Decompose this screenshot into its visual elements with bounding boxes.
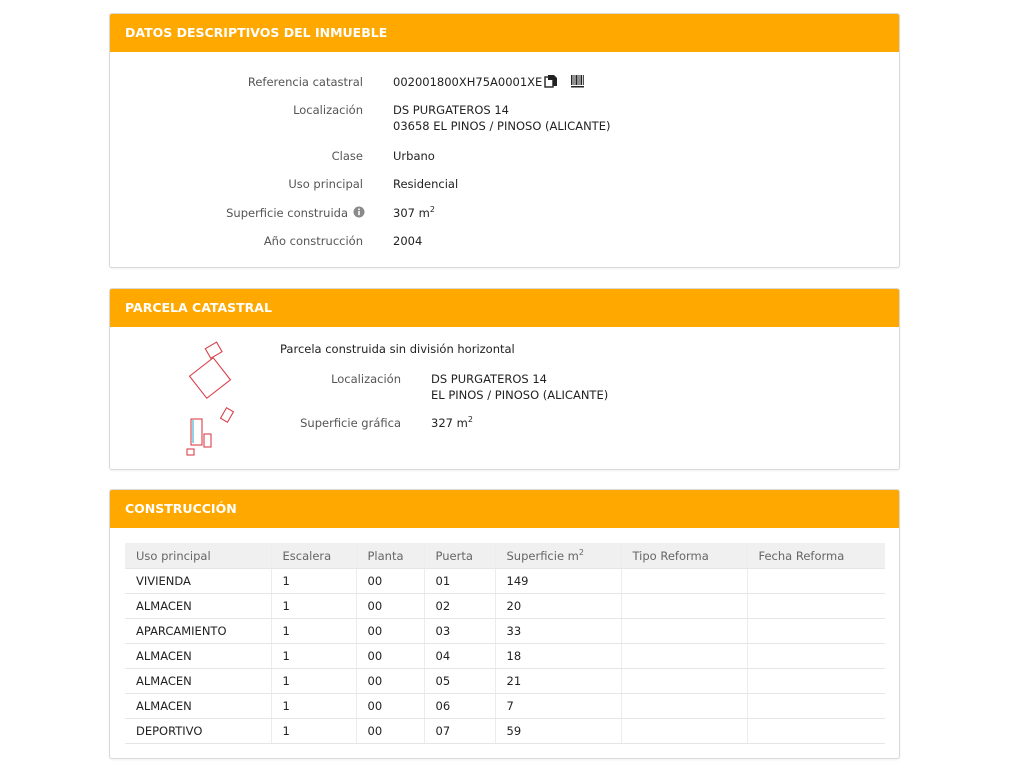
cell-reform-date xyxy=(747,694,885,719)
col-header-area xyxy=(495,543,621,569)
cell-area: 59 xyxy=(495,719,621,744)
cell-area: 20 xyxy=(495,594,621,619)
cadastral-parcel-panel xyxy=(109,288,900,470)
class-label: Clase xyxy=(331,149,363,163)
cell-main-use: VIVIENDA xyxy=(125,569,271,594)
cell-main-use: ALMACEN xyxy=(125,694,271,719)
built-area-number: 307 m xyxy=(393,206,430,220)
table-row xyxy=(125,719,885,744)
construction-year-label: Año construcción xyxy=(263,234,363,248)
cell-floor: 00 xyxy=(356,569,424,594)
cell-staircase: 1 xyxy=(271,594,356,619)
cell-floor: 00 xyxy=(356,669,424,694)
cell-main-use: ALMACEN xyxy=(125,669,271,694)
col-header-area-label: Superficie m xyxy=(506,548,579,563)
cell-main-use: ALMACEN xyxy=(125,644,271,669)
parcel-building-5 xyxy=(204,434,211,447)
cell-staircase: 1 xyxy=(271,694,356,719)
cell-reform-type xyxy=(621,694,747,719)
parcel-location-line2: EL PINOS / PINOSO (ALICANTE) xyxy=(431,388,609,402)
cell-reform-date xyxy=(747,569,885,594)
built-area-label: Superficie construida xyxy=(226,206,348,220)
cell-main-use: APARCAMIENTO xyxy=(125,619,271,644)
cell-floor: 00 xyxy=(356,694,424,719)
cadastral-parcel-title: PARCELA CATASTRAL xyxy=(110,289,899,327)
table-row xyxy=(125,644,885,669)
cell-reform-type xyxy=(621,594,747,619)
cell-reform-type xyxy=(621,669,747,694)
col-header-reform-type: Tipo Reforma xyxy=(621,543,747,569)
cell-reform-type xyxy=(621,569,747,594)
copy-icon[interactable] xyxy=(544,74,558,89)
cell-staircase: 1 xyxy=(271,669,356,694)
parcel-heading: Parcela construida sin división horizontal xyxy=(280,342,515,356)
col-header-door: Puerta xyxy=(424,543,495,569)
parcel-map-sketch xyxy=(185,339,255,464)
cell-area: 18 xyxy=(495,644,621,669)
cell-main-use: ALMACEN xyxy=(125,594,271,619)
cell-door: 04 xyxy=(424,644,495,669)
cadastral-reference-label: Referencia catastral xyxy=(247,75,363,89)
construction-year-value: 2004 xyxy=(393,234,423,248)
cell-door: 02 xyxy=(424,594,495,619)
col-header-floor: Planta xyxy=(356,543,424,569)
barcode-icon[interactable] xyxy=(571,75,584,88)
cell-door: 07 xyxy=(424,719,495,744)
cell-reform-type xyxy=(621,619,747,644)
cell-reform-date xyxy=(747,644,885,669)
construction-title: CONSTRUCCIÓN xyxy=(110,490,899,528)
location-line2: 03658 EL PINOS / PINOSO (ALICANTE) xyxy=(393,119,611,133)
built-area-unit-superscript: 2 xyxy=(429,205,435,215)
parcel-location-line1: DS PURGATEROS 14 xyxy=(431,372,547,386)
cell-area: 7 xyxy=(495,694,621,719)
construction-table xyxy=(125,543,885,744)
cell-area: 149 xyxy=(495,569,621,594)
descriptive-data-panel xyxy=(109,13,900,268)
graphic-area-value xyxy=(431,416,473,430)
cell-staircase: 1 xyxy=(271,719,356,744)
class-value: Urbano xyxy=(393,149,435,163)
table-row xyxy=(125,569,885,594)
descriptive-data-title: DATOS DESCRIPTIVOS DEL INMUEBLE xyxy=(110,14,899,52)
cell-reform-date xyxy=(747,619,885,644)
cell-reform-type xyxy=(621,719,747,744)
location-label: Localización xyxy=(293,103,363,117)
cell-reform-type xyxy=(621,644,747,669)
location-line1: DS PURGATEROS 14 xyxy=(393,103,509,117)
parcel-building-2 xyxy=(190,358,231,399)
table-row xyxy=(125,594,885,619)
table-row xyxy=(125,619,885,644)
cell-staircase: 1 xyxy=(271,644,356,669)
cell-area: 21 xyxy=(495,669,621,694)
cell-door: 01 xyxy=(424,569,495,594)
cell-door: 05 xyxy=(424,669,495,694)
cell-reform-date xyxy=(747,594,885,619)
cell-reform-date xyxy=(747,719,885,744)
graphic-area-label: Superficie gráfica xyxy=(300,416,401,430)
cell-staircase: 1 xyxy=(271,569,356,594)
col-header-staircase: Escalera xyxy=(271,543,356,569)
cell-main-use: DEPORTIVO xyxy=(125,719,271,744)
info-icon[interactable] xyxy=(353,206,365,218)
cell-area: 33 xyxy=(495,619,621,644)
main-use-label: Uso principal xyxy=(288,177,363,191)
built-area-value xyxy=(393,206,435,220)
parcel-building-6 xyxy=(187,449,194,455)
cell-reform-date xyxy=(747,669,885,694)
table-row xyxy=(125,669,885,694)
cell-staircase: 1 xyxy=(271,619,356,644)
col-header-main-use: Uso principal xyxy=(125,543,271,569)
col-header-reform-date: Fecha Reforma xyxy=(747,543,885,569)
cell-floor: 00 xyxy=(356,619,424,644)
main-use-value: Residencial xyxy=(393,177,459,191)
parcel-building-3 xyxy=(221,408,234,422)
parcel-location-label: Localización xyxy=(331,372,401,386)
graphic-area-unit-superscript: 2 xyxy=(467,415,473,425)
cadastral-reference-value: 002001800XH75A0001XE xyxy=(393,75,543,89)
parcel-building-1 xyxy=(205,342,222,358)
table-header-row xyxy=(125,543,885,569)
col-header-area-superscript: 2 xyxy=(578,547,584,557)
cell-door: 06 xyxy=(424,694,495,719)
cell-floor: 00 xyxy=(356,644,424,669)
cell-floor: 00 xyxy=(356,719,424,744)
cell-door: 03 xyxy=(424,619,495,644)
table-row xyxy=(125,694,885,719)
graphic-area-number: 327 m xyxy=(431,416,468,430)
construction-panel xyxy=(109,489,900,759)
cell-floor: 00 xyxy=(356,594,424,619)
